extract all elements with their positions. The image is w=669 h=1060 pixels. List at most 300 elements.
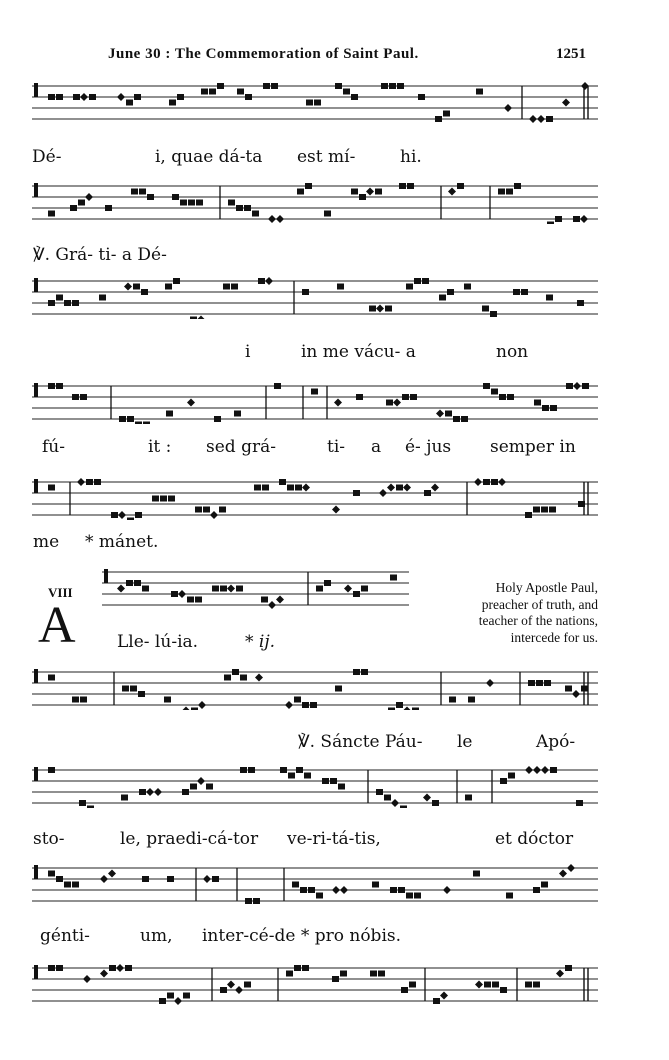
translation-line: Holy Apostle Paul,: [495, 580, 598, 595]
neume: [550, 767, 557, 773]
neume: [332, 886, 340, 894]
neume: [72, 300, 79, 306]
neume: [167, 993, 174, 999]
neume: [447, 289, 454, 295]
neume: [147, 194, 154, 200]
neume: [305, 183, 312, 189]
clef-mark: [104, 569, 108, 583]
neume: [159, 998, 166, 1004]
staff-svg: [32, 962, 598, 1006]
neume: [335, 83, 342, 89]
neume: [187, 597, 194, 603]
lyric: * ij.: [245, 632, 276, 652]
neume: [324, 580, 331, 586]
neume: [376, 305, 384, 313]
mode-number: VIII: [48, 585, 73, 600]
neume: [64, 882, 71, 888]
neume: [174, 997, 182, 1005]
neume: [475, 981, 483, 989]
neume: [280, 767, 287, 773]
neume: [445, 411, 452, 417]
lyric: et dóctor: [495, 829, 574, 849]
staff-svg: [32, 476, 598, 520]
neume: [335, 686, 342, 692]
neume: [198, 701, 206, 709]
lyric: i: [245, 342, 251, 362]
neume: [399, 183, 406, 189]
neume: [304, 773, 311, 779]
neume: [391, 799, 399, 807]
neume: [294, 697, 301, 703]
neume: [338, 784, 345, 790]
translation-line: intercede for us.: [510, 629, 598, 645]
neume: [351, 189, 358, 195]
translation-line: teacher of the nations,: [478, 613, 598, 628]
neume: [168, 496, 175, 502]
neume: [302, 289, 309, 295]
neume: [195, 507, 202, 513]
neume: [166, 411, 173, 417]
neume: [72, 697, 79, 703]
neume: [262, 485, 269, 491]
neume: [498, 478, 506, 486]
neume: [294, 965, 301, 971]
neume: [482, 306, 489, 312]
neume: [285, 701, 293, 709]
neume: [135, 422, 142, 425]
neume: [126, 100, 133, 106]
neume: [108, 870, 116, 878]
neume: [295, 485, 302, 491]
neume: [245, 898, 252, 904]
neume: [261, 597, 268, 603]
neume: [77, 478, 85, 486]
neume: [209, 89, 216, 95]
neume: [48, 485, 55, 491]
neume: [48, 300, 55, 306]
neume: [80, 394, 87, 400]
staff-svg: [32, 80, 598, 124]
lyric: ℣. Sáncte Páu-: [298, 732, 423, 752]
neume: [443, 886, 451, 894]
neume: [582, 383, 589, 389]
neume: [513, 289, 520, 295]
lyric: i, quae dá-ta: [155, 147, 263, 167]
neume: [567, 864, 575, 872]
neume: [86, 479, 93, 485]
neume: [562, 99, 570, 107]
neume: [439, 295, 446, 301]
neume: [483, 479, 490, 485]
neume: [508, 773, 515, 779]
neume: [573, 382, 581, 390]
neume: [255, 674, 263, 682]
neume: [577, 300, 584, 306]
neume: [324, 211, 331, 217]
lyric: est mí-: [297, 147, 356, 167]
neume: [118, 511, 126, 519]
chant-staff-1: [32, 80, 598, 124]
neume: [525, 512, 532, 518]
neume: [100, 875, 108, 883]
neume: [506, 893, 513, 899]
neume: [183, 993, 190, 999]
neume: [231, 284, 238, 290]
clef-mark: [34, 767, 38, 781]
neume: [372, 882, 379, 888]
neume: [56, 383, 63, 389]
neume: [196, 200, 203, 206]
neume: [214, 416, 221, 422]
staff-svg: [32, 764, 598, 808]
neume: [116, 964, 124, 972]
neume: [219, 507, 226, 513]
neume: [240, 675, 247, 681]
neume: [94, 479, 101, 485]
running-header: June 30 : The Commemoration of Saint Paul.: [108, 46, 419, 62]
neume: [403, 707, 411, 711]
lyric: le: [457, 732, 473, 752]
neume: [573, 216, 580, 222]
neume: [476, 89, 483, 95]
neume: [396, 485, 403, 491]
neume: [286, 971, 293, 977]
neume: [85, 193, 93, 201]
neume: [48, 965, 55, 971]
neume: [440, 992, 448, 1000]
neume: [474, 478, 482, 486]
neume: [89, 94, 96, 100]
neume: [279, 479, 286, 485]
neume: [366, 188, 374, 196]
neume: [141, 289, 148, 295]
neume: [424, 490, 431, 496]
neume: [252, 211, 259, 217]
lyric: sto-: [33, 829, 65, 849]
neume: [302, 965, 309, 971]
neume: [533, 507, 540, 513]
neume: [274, 383, 281, 389]
neume: [302, 484, 310, 492]
neume: [465, 795, 472, 801]
neume: [418, 94, 425, 100]
neume: [263, 83, 270, 89]
neume: [164, 697, 171, 703]
lyric: le, praedi-cá-tor: [120, 829, 259, 849]
neume: [384, 795, 391, 801]
neume: [237, 89, 244, 95]
neume: [410, 394, 417, 400]
neume: [70, 205, 77, 211]
neume: [227, 585, 235, 593]
neume: [268, 601, 276, 609]
neume: [143, 422, 150, 425]
neume: [388, 708, 395, 711]
neume: [337, 284, 344, 290]
neume: [370, 971, 377, 977]
neume: [389, 83, 396, 89]
neume: [64, 300, 71, 306]
neume: [500, 778, 507, 784]
neume: [361, 586, 368, 592]
neume: [464, 284, 471, 290]
neume: [227, 981, 235, 989]
neume: [332, 506, 340, 514]
neume: [83, 975, 91, 983]
neume: [160, 496, 167, 502]
neume: [499, 394, 506, 400]
lyric: sed grá-: [206, 437, 276, 457]
neume: [134, 580, 141, 586]
neume: [300, 887, 307, 893]
neume: [353, 669, 360, 675]
neume: [572, 690, 580, 698]
lyric: semper in: [490, 437, 576, 457]
neume: [206, 784, 213, 790]
neume: [79, 800, 86, 806]
staff-svg: [32, 666, 598, 710]
neume: [80, 697, 87, 703]
neume: [212, 876, 219, 882]
neume: [119, 416, 126, 422]
clef-mark: [34, 83, 38, 97]
neume: [396, 702, 403, 708]
staff-svg: [102, 566, 409, 610]
neume: [322, 778, 329, 784]
neume: [165, 284, 172, 290]
neume: [203, 875, 211, 883]
lyric: it :: [148, 437, 172, 457]
chant-staff-9: [32, 862, 598, 906]
chant-staff-7: [32, 666, 598, 710]
staff-svg: [32, 275, 598, 319]
clef-mark: [34, 965, 38, 979]
neume: [580, 215, 588, 223]
neume: [292, 882, 299, 888]
clef-mark: [34, 278, 38, 292]
neume: [334, 399, 342, 407]
neume: [381, 83, 388, 89]
neume: [412, 708, 419, 711]
staff-svg: [32, 380, 598, 424]
neume: [244, 982, 251, 988]
neume: [541, 766, 549, 774]
chant-staff-3: [32, 275, 598, 319]
neume: [178, 590, 186, 598]
initial-letter: A: [38, 597, 76, 654]
neume: [127, 416, 134, 422]
neume: [498, 189, 505, 195]
neume: [507, 394, 514, 400]
neume: [468, 697, 475, 703]
english-translation: [418, 580, 598, 646]
neume: [533, 766, 541, 774]
neume: [316, 893, 323, 899]
neume: [287, 485, 294, 491]
neume: [525, 982, 532, 988]
chant-staff-6: [102, 566, 409, 610]
neume: [236, 205, 243, 211]
neume: [190, 317, 197, 320]
neume: [390, 887, 397, 893]
neume: [369, 306, 376, 312]
neume: [240, 767, 247, 773]
neume: [340, 971, 347, 977]
clef-mark: [34, 865, 38, 879]
neume: [398, 887, 405, 893]
lyric: um,: [140, 926, 173, 946]
neume: [484, 982, 491, 988]
neume: [378, 971, 385, 977]
neume: [536, 680, 543, 686]
neume: [448, 188, 456, 196]
neume: [422, 278, 429, 284]
lyric: non: [496, 342, 529, 362]
neume: [297, 189, 304, 195]
neume: [121, 795, 128, 801]
neume: [48, 675, 55, 681]
neume: [173, 278, 180, 284]
neume: [268, 215, 276, 223]
staff-svg: [32, 180, 598, 224]
neume: [48, 383, 55, 389]
neume: [332, 976, 339, 982]
lyric: ve-ri-tá-tis,: [287, 829, 381, 849]
neume: [361, 669, 368, 675]
neume: [330, 778, 337, 784]
neume: [169, 100, 176, 106]
neume: [423, 794, 431, 802]
neume: [276, 596, 284, 604]
neume: [201, 89, 208, 95]
neume: [550, 405, 557, 411]
neume: [556, 970, 564, 978]
neume: [80, 93, 88, 101]
neume: [500, 987, 507, 993]
neume: [105, 205, 112, 211]
neume: [56, 876, 63, 882]
neume: [154, 788, 162, 796]
neume: [528, 680, 535, 686]
lyric: Lle- lú-ia.: [117, 632, 199, 652]
neume: [135, 512, 142, 518]
neume: [400, 806, 407, 809]
neume: [197, 777, 205, 785]
neume: [486, 679, 494, 687]
neume: [228, 200, 235, 206]
neume: [167, 876, 174, 882]
neume: [191, 708, 198, 711]
neume: [126, 580, 133, 586]
neume: [235, 986, 243, 994]
neume: [220, 586, 227, 592]
neume: [220, 987, 227, 993]
neume: [351, 94, 358, 100]
neume: [78, 200, 85, 206]
neume: [130, 686, 137, 692]
neume: [122, 686, 129, 692]
neume: [48, 94, 55, 100]
lyric: génti-: [40, 926, 90, 946]
neume: [254, 485, 261, 491]
neume: [492, 982, 499, 988]
neume: [146, 788, 154, 796]
neume: [525, 766, 533, 774]
neume: [296, 767, 303, 773]
neume: [407, 183, 414, 189]
neume: [390, 575, 397, 581]
neume: [449, 697, 456, 703]
neume: [514, 183, 521, 189]
neume: [353, 591, 360, 597]
neume: [504, 104, 512, 112]
neume: [311, 389, 318, 395]
neume: [506, 189, 513, 195]
translation-line: preacher of truth, and: [481, 596, 598, 612]
neume: [224, 675, 231, 681]
neume: [356, 394, 363, 400]
neume: [431, 484, 439, 492]
neume: [533, 982, 540, 988]
neume: [248, 767, 255, 773]
neume: [265, 277, 273, 285]
neume: [244, 205, 251, 211]
neume: [182, 789, 189, 795]
neume: [565, 965, 572, 971]
neume: [537, 115, 545, 123]
neume: [491, 389, 498, 395]
neume: [565, 686, 572, 692]
neume: [534, 400, 541, 406]
neume: [117, 93, 125, 101]
neume: [375, 189, 382, 195]
neume: [547, 222, 554, 225]
neume: [195, 597, 202, 603]
lyric: Apó-: [536, 732, 576, 752]
neume: [376, 789, 383, 795]
neume: [223, 284, 230, 290]
neume: [555, 216, 562, 222]
neume: [212, 586, 219, 592]
neume: [142, 876, 149, 882]
chant-staff-5: [32, 476, 598, 520]
neume: [56, 965, 63, 971]
chant-staff-4: [32, 380, 598, 424]
neume: [541, 507, 548, 513]
neume: [111, 512, 118, 518]
neume: [306, 100, 313, 106]
neume: [276, 215, 284, 223]
neume: [397, 83, 404, 89]
neume: [177, 94, 184, 100]
neume: [308, 887, 315, 893]
clef-mark: [34, 383, 38, 397]
lyric: hi.: [400, 147, 422, 167]
neume: [435, 116, 442, 122]
neume: [271, 83, 278, 89]
neume: [133, 284, 140, 290]
neume: [546, 295, 553, 301]
neume: [142, 586, 149, 592]
neume: [576, 800, 583, 806]
neume: [546, 116, 553, 122]
lyric: Dé-: [32, 147, 62, 167]
neume: [117, 585, 125, 593]
neume: [56, 94, 63, 100]
neume: [483, 383, 490, 389]
neume: [453, 416, 460, 422]
lyric: in me vácu- a: [301, 342, 416, 362]
